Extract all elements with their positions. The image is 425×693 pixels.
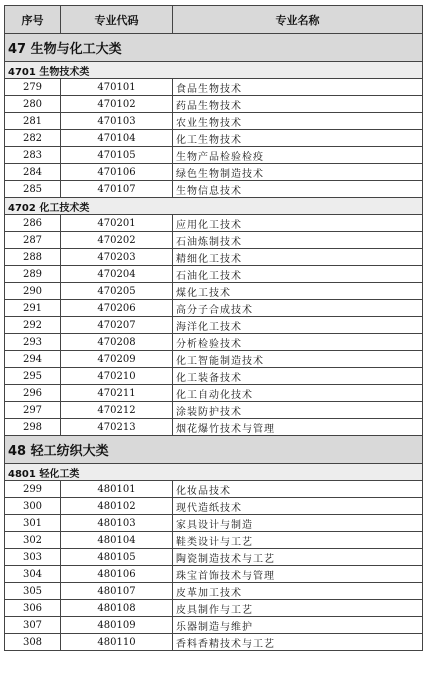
row-code: 470206	[61, 300, 173, 317]
row-name: 分析检验技术	[173, 334, 423, 351]
row-seq: 308	[5, 634, 61, 651]
row-name: 药品生物技术	[173, 96, 423, 113]
table-row	[5, 351, 423, 368]
row-name: 农业生物技术	[173, 113, 423, 130]
category-row	[5, 34, 423, 62]
row-code: 470212	[61, 402, 173, 419]
subcategory-title: 4801 轻化工类	[5, 464, 423, 481]
table-row	[5, 317, 423, 334]
row-code: 480109	[61, 617, 173, 634]
row-code: 470102	[61, 96, 173, 113]
row-code: 480108	[61, 600, 173, 617]
row-name: 化工自动化技术	[173, 385, 423, 402]
table-row	[5, 130, 423, 147]
row-code: 470203	[61, 249, 173, 266]
row-seq: 293	[5, 334, 61, 351]
row-code: 480104	[61, 532, 173, 549]
subcategory-row	[5, 464, 423, 481]
table-row	[5, 164, 423, 181]
row-name: 化妆品技术	[173, 481, 423, 498]
row-code: 480107	[61, 583, 173, 600]
table-row	[5, 498, 423, 515]
row-name: 皮革加工技术	[173, 583, 423, 600]
row-seq: 299	[5, 481, 61, 498]
table-row	[5, 368, 423, 385]
table-row	[5, 600, 423, 617]
row-seq: 291	[5, 300, 61, 317]
row-name: 应用化工技术	[173, 215, 423, 232]
row-name: 化工装备技术	[173, 368, 423, 385]
row-name: 化工生物技术	[173, 130, 423, 147]
category-title: 47 生物与化工大类	[5, 34, 423, 62]
table-row	[5, 266, 423, 283]
row-seq: 304	[5, 566, 61, 583]
table-row	[5, 283, 423, 300]
row-code: 470207	[61, 317, 173, 334]
row-code: 470105	[61, 147, 173, 164]
row-code: 480102	[61, 498, 173, 515]
row-seq: 284	[5, 164, 61, 181]
row-code: 470205	[61, 283, 173, 300]
table-header	[5, 6, 423, 34]
row-code: 480103	[61, 515, 173, 532]
subcategory-title: 4701 生物技术类	[5, 62, 423, 79]
row-name: 乐器制造与维护	[173, 617, 423, 634]
major-catalog-table	[4, 5, 423, 651]
row-seq: 297	[5, 402, 61, 419]
row-name: 煤化工技术	[173, 283, 423, 300]
subcategory-row	[5, 198, 423, 215]
row-name: 鞋类设计与工艺	[173, 532, 423, 549]
row-name: 烟花爆竹技术与管理	[173, 419, 423, 436]
row-code: 470201	[61, 215, 173, 232]
row-name: 生物产品检验检疫	[173, 147, 423, 164]
row-name: 家具设计与制造	[173, 515, 423, 532]
table-row	[5, 300, 423, 317]
row-name: 陶瓷制造技术与工艺	[173, 549, 423, 566]
category-title: 48 轻工纺织大类	[5, 436, 423, 464]
row-name: 食品生物技术	[173, 79, 423, 96]
header-code: 专业代码	[61, 6, 173, 34]
row-code: 470209	[61, 351, 173, 368]
table-row	[5, 113, 423, 130]
row-name: 高分子合成技术	[173, 300, 423, 317]
row-seq: 290	[5, 283, 61, 300]
row-code: 470106	[61, 164, 173, 181]
table-row	[5, 617, 423, 634]
row-code: 470208	[61, 334, 173, 351]
row-seq: 286	[5, 215, 61, 232]
row-name: 石油炼制技术	[173, 232, 423, 249]
row-code: 480101	[61, 481, 173, 498]
header-seq: 序号	[5, 6, 61, 34]
header-name: 专业名称	[173, 6, 423, 34]
table-row	[5, 181, 423, 198]
subcategory-title: 4702 化工技术类	[5, 198, 423, 215]
table-row	[5, 79, 423, 96]
row-name: 珠宝首饰技术与管理	[173, 566, 423, 583]
row-name: 现代造纸技术	[173, 498, 423, 515]
row-code: 480105	[61, 549, 173, 566]
table-row	[5, 385, 423, 402]
row-code: 470104	[61, 130, 173, 147]
major-catalog-page	[4, 5, 422, 651]
row-seq: 300	[5, 498, 61, 515]
row-seq: 283	[5, 147, 61, 164]
row-name: 精细化工技术	[173, 249, 423, 266]
row-name: 化工智能制造技术	[173, 351, 423, 368]
table-row	[5, 249, 423, 266]
row-code: 470103	[61, 113, 173, 130]
row-seq: 303	[5, 549, 61, 566]
table-row	[5, 96, 423, 113]
table-body	[5, 34, 423, 651]
row-code: 480110	[61, 634, 173, 651]
row-code: 470107	[61, 181, 173, 198]
row-seq: 279	[5, 79, 61, 96]
row-seq: 281	[5, 113, 61, 130]
row-seq: 306	[5, 600, 61, 617]
row-seq: 305	[5, 583, 61, 600]
table-row	[5, 419, 423, 436]
row-seq: 298	[5, 419, 61, 436]
table-row	[5, 334, 423, 351]
row-name: 涂装防护技术	[173, 402, 423, 419]
row-seq: 296	[5, 385, 61, 402]
row-code: 480106	[61, 566, 173, 583]
table-row	[5, 583, 423, 600]
row-seq: 287	[5, 232, 61, 249]
row-seq: 294	[5, 351, 61, 368]
row-code: 470101	[61, 79, 173, 96]
row-name: 香料香精技术与工艺	[173, 634, 423, 651]
table-row	[5, 215, 423, 232]
row-name: 皮具制作与工艺	[173, 600, 423, 617]
row-code: 470211	[61, 385, 173, 402]
row-seq: 295	[5, 368, 61, 385]
row-code: 470213	[61, 419, 173, 436]
row-seq: 292	[5, 317, 61, 334]
row-code: 470202	[61, 232, 173, 249]
row-seq: 288	[5, 249, 61, 266]
row-name: 绿色生物制造技术	[173, 164, 423, 181]
row-seq: 289	[5, 266, 61, 283]
table-row	[5, 532, 423, 549]
row-code: 470204	[61, 266, 173, 283]
row-code: 470210	[61, 368, 173, 385]
row-name: 生物信息技术	[173, 181, 423, 198]
row-seq: 301	[5, 515, 61, 532]
row-seq: 302	[5, 532, 61, 549]
row-seq: 307	[5, 617, 61, 634]
table-row	[5, 481, 423, 498]
table-row	[5, 232, 423, 249]
row-seq: 282	[5, 130, 61, 147]
table-row	[5, 515, 423, 532]
row-seq: 280	[5, 96, 61, 113]
category-row	[5, 436, 423, 464]
table-row	[5, 147, 423, 164]
table-row	[5, 634, 423, 651]
row-seq: 285	[5, 181, 61, 198]
table-row	[5, 402, 423, 419]
row-name: 海洋化工技术	[173, 317, 423, 334]
table-row	[5, 566, 423, 583]
table-row	[5, 549, 423, 566]
row-name: 石油化工技术	[173, 266, 423, 283]
subcategory-row	[5, 62, 423, 79]
